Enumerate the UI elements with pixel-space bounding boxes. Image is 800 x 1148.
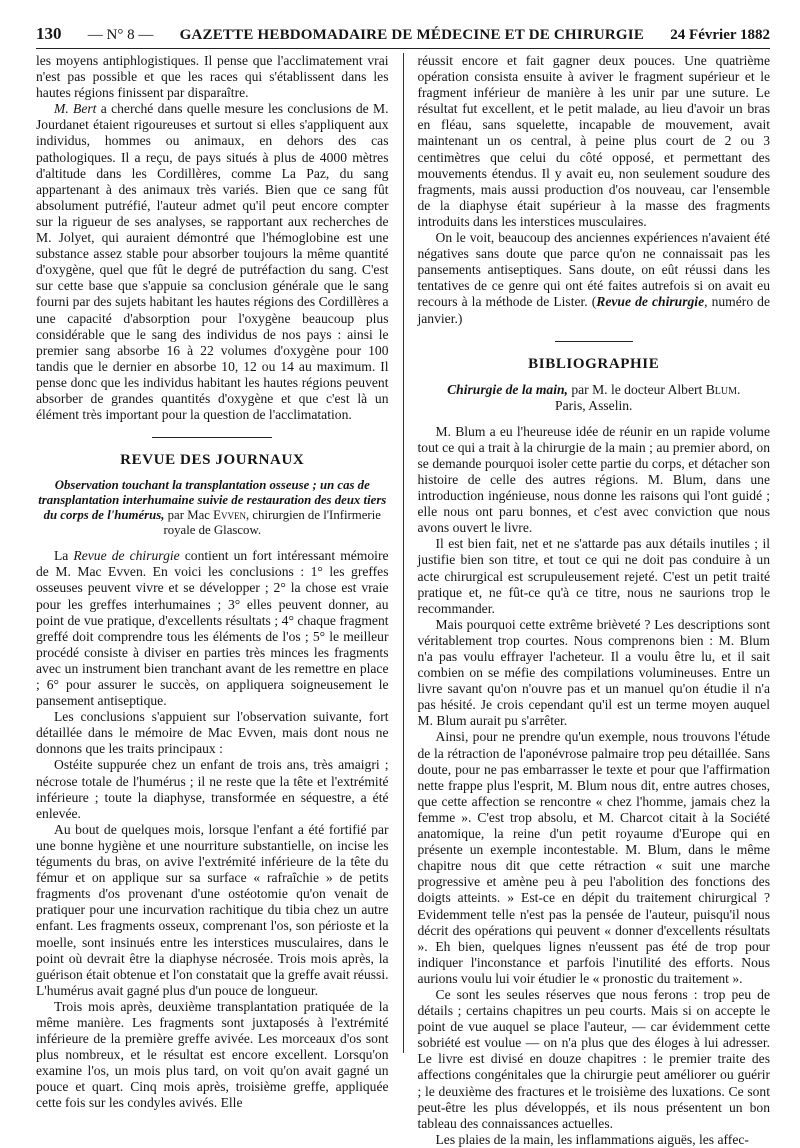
- paragraph: [36, 101, 389, 423]
- paragraph: Les plaies de la main, les inflammations aiguës, les affec-: [435, 1131, 749, 1147]
- issue-number: — N° 8 —: [87, 27, 154, 43]
- book-publisher: Paris, Asselin.: [555, 397, 633, 413]
- page-number: 130: [36, 24, 62, 43]
- running-header: [36, 14, 770, 49]
- paragraph: M. Blum a eu l'heureuse idée de réunir en un rapide volume tout ce qui a trait à la chirurgie de la main ; au premier abord, on se demande pourquoi isoler cette partie du corps, et détacher son histoire de celle des autres régions. M. Blum, dans une introduction ingénieuse, nous donne les raisons qui l'ont guidé ; elle nous ont paru bonnes, et c'est avec conviction que nous avons ouvert le livre.: [417, 423, 771, 536]
- journal-title: GAZETTE HEBDOMADAIRE DE MÉDECINE ET DE CHIRURGIE: [179, 27, 645, 43]
- paragraph-text: contient un fort intéressant mémoire de M. Mac Evven. En voici les conclusions : 1° les greffes osseuses peuvent vivre et se développer ; 2° la chose est vraie pour les greffes interhumaines ; 3° elles peuvent donner, au point de vue pratique, d'excellents résultats ; 4° chaque fragment greffé doit comprendre tous les éléments de l'os ; 5° le meilleur procédé consiste à diviser en parties très minces les fragments avec un instrument bien tranchant avant de les remettre en place ; 6° pour assurer le succès, on appliquera soigneusement le pansement antiseptique.: [36, 548, 389, 709]
- book-author-pre: par M. le docteur Albert: [567, 381, 706, 397]
- book-author-name: Blum: [705, 381, 738, 397]
- left-column: [36, 53, 397, 1111]
- paragraph: Trois mois après, deuxième transplantation pratiquée de la même manière. Les fragments sont juxtaposés à l'extrémité inférieure de la première greffe avivée. Les morceaux d'os sont plus nombreux, et le résultat est encore excellent. Lorsqu'on examine l'os, un mois plus tard, on voit qu'on avait gagné un pouce et quart. Cinq mois après, troisième greffe, appliquée cette fois sur les condyles avivés. Elle: [36, 998, 389, 1111]
- article-author-name: Evven: [213, 508, 246, 523]
- paragraph: Au bout de quelques mois, lorsque l'enfant a été fortifié par une bonne hygiène et une nourriture substantielle, on incise les téguments du bras, on avive l'extrémité inférieure de la tête du fémur et on applique sur sa surface « rafraîchie » de petits fragments d'os provenant d'une ostéotomie qu'on venait de pratiquer pour une incurvation rachitique du tibia chez un autre enfant. Les fragments osseux, comprenant l'os, son périoste et la moelle, sont insinués entre les interstices musculaires, dans le point où devrait être la diaphyse nécrosée. Trois mois après, la guérison était obtenue et l'on constatait que la greffe avait réussi. L'humérus avait gagné plus d'un pouce de longueur.: [36, 821, 389, 998]
- paragraph: [36, 548, 389, 709]
- right-column: [410, 53, 771, 1147]
- article-author-pre: par Mac: [164, 508, 214, 523]
- paragraph: Ce sont les seules réserves que nous ferons : trop peu de détails ; certains chapitres un peu courts. Mais si on accepte le point de vue auquel se place l'auteur, — car évidemment cette sobriété est voulue — on n'a plus que des éloges à lui adresser. Le livre est divisé en douze chapitres : le premier traite des affections congénitales que la chirurgie peut améliorer ou guérir ; le deuxième des fractures et le troisième des luxations. Ce sont peut-être les plus développés, et ils nous présentent un bon tableau des connaissances actuelles.: [417, 986, 771, 1131]
- paragraph: réussit encore et fait gagner deux pouces. Une quatrième opération consista ensuite à aviver le fragment supérieur et le fragment inférieur de manière à les unir par une suture. Le résultat fut excellent, et le petit malade, au lieu d'avoir un bras en fléau, sans squelette, incapable de mouvement, avait maintenant un os central, à peine plus court de 2 ou 3 centimètres que celui du côté opposé, et permettant des mouvements étendus. Il y avait eu, non seulement soudure des fragments, mais aussi production d'os nouveau, car l'ensemble de la diaphyse était supérieur à la masse des fragments introduits dans les interstices musculaires.: [417, 53, 771, 229]
- article-heading: [36, 478, 389, 538]
- paragraph-text: On le voit, beaucoup des anciennes expériences n'avaient été négatives sans doute que parce qu'on ne connaissait pas les pansements antiseptiques. Sans doute, on eût réussi dans les tentatives de ce genre qui ont été faites autrefois si on avait eu recours à la méthode de Lister. (: [417, 230, 771, 310]
- journal-reference: Revue de chirurgie: [596, 294, 705, 310]
- section-title-revue: REVUE DES JOURNAUX: [120, 452, 305, 469]
- two-column-body: [36, 53, 771, 1147]
- paragraph-text: a cherché dans quelle mesure les conclusions de M. Jourdanet étaient rigoureuses et surtout si elles s'appliquent aux individus, hommes ou animaux, en dehors des cas pathologiques. Il a reçu, de pays situés à plus de 4000 mètres d'altitude dans les Cordillères, comme La Paz, du sang appartenant à des animaux très variés. Bien que ce sang fût absolument putréfié, l'auteur admet qu'il peut encore compter sur la rigueur de ses analyses, se rapportant aux recherches de M. Jolyet, qui auraient démontré que l'hémoglobine est une substance assez stable pour absorber toujours la même quantité d'oxygène, quel que fût le degré de putréfaction du sang. C'est sur cette base que s'appuie sa conclusion générale que le sang fourni par des sujets habitant les hautes régions des Cordillères a une capacité d'absorption pour l'oxygène beaucoup plus considérable que le sang des individus de nos pays : ainsi le premier sang absorbe 16 à 22 volumes d'oxygène pour 100 tandis que le dernier en absorbe 10, 12 ou 14 au maximum. Il pense donc que les individus habitant les hautes régions peuvent absorber de grandes quantités d'oxygène et que c'est là un élément très important pour la question de l'acclimatation.: [36, 101, 389, 423]
- paragraph-text: La: [54, 548, 74, 564]
- section-title-bibliographie: BIBLIOGRAPHIE: [528, 355, 660, 372]
- paragraph: Ostéite suppurée chez un enfant de trois ans, très amaigri ; nécrose totale de l'humérus ; il ne reste que la tête et l'extrémité inférieure ; toute la diaphyse, transformée en séquestre, a été enlevée.: [36, 757, 389, 821]
- person-name: M. Bert: [54, 101, 97, 117]
- journal-reference: Revue de chirurgie: [73, 548, 180, 564]
- paragraph-text: , numéro de janvier.): [417, 294, 771, 326]
- paragraph: Ainsi, pour ne prendre qu'un exemple, nous trouvons l'étude de la rétraction de l'aponévrose palmaire trop peu détaillée. Sans doute, pour ne pas embarrasser le texte et pour que l'affirmation nette frappe plus l'esprit, M. Blum nous dit, entre autres choses, que cette affection se rencontre « chez l'homme, jamais chez la femme ». C'est trop absolu, et M. Charcot citait à la Société anatomique, la reine d'un petit royaume d'Europe qui en présente un exemple incontestable. M. Blum, dans le même chapitre nous dit que cette rétraction « suit une marche progressive et amène peu à peu l'abolition des fonctions des doigts atteints. » Est-ce en dépit du traitement chirurgical ? Evidemment telle n'est pas la pensée de l'auteur, puisqu'il nous décrit des opérations qui peuvent « donner d'excellents résultats ». Eh bien, quelques lignes n'eussent pas été de trop pour indiquer l'inconstance et parfois l'inutilité des efforts. Nous aurions voulu lui voir étudier le « pronostic du traitement ».: [417, 729, 771, 986]
- article-title: Observation touchant la transplantation osseuse ; un cas de transplantation interhumaine suivie de restauration des deux tiers du corps de l'humérus,: [38, 478, 387, 523]
- book-author-post: .: [737, 381, 741, 397]
- paragraph: [418, 230, 771, 327]
- column-divider: [403, 53, 404, 1053]
- paragraph: les moyens antiphlogistiques. Il pense que l'acclimatement vrai n'est pas possible et que les races qui s'établissent dans les hautes régions finissent par disparaître.: [36, 53, 389, 101]
- section-rule: [555, 341, 633, 342]
- section-rule: [152, 437, 272, 438]
- paragraph: Il est bien fait, net et ne s'attarde pas aux détails inutiles ; il justifie bien son titre, et tout ce qui ne doit pas conduire à un acte chirurgical est scrupuleusement rejeté. C'est un petit traité pratique et, ne fût-ce qu'à ce titre, nous ne saurions trop le recommander.: [417, 536, 771, 616]
- article-author-post: , chirurgien de l'Infirmerie royale de Glascow.: [163, 508, 381, 538]
- paragraph: Mais pourquoi cette extrême brièveté ? Les descriptions sont véritablement trop courtes. Nous comprenons bien : M. Blum n'a pas voulu effrayer l'acheteur. Il a voulu être lu, et il sait combien on se méfie des compilations volumineuses. Entre un livre savant qu'on n'ouvre pas et un manuel qu'on étudie il n'a pas hésité. Je crois cependant qu'il est un terme moyen auquel M. Blum aurait pu s'arrêter.: [417, 616, 771, 729]
- issue-date: 24 Février 1882: [670, 27, 770, 43]
- book-citation: [418, 382, 771, 414]
- book-title: Chirurgie de la main,: [447, 381, 568, 397]
- paragraph: Les conclusions s'appuient sur l'observation suivante, fort détaillée dans le mémoire de Mac Evven, mais dont nous ne donnons que les traits principaux :: [36, 709, 389, 757]
